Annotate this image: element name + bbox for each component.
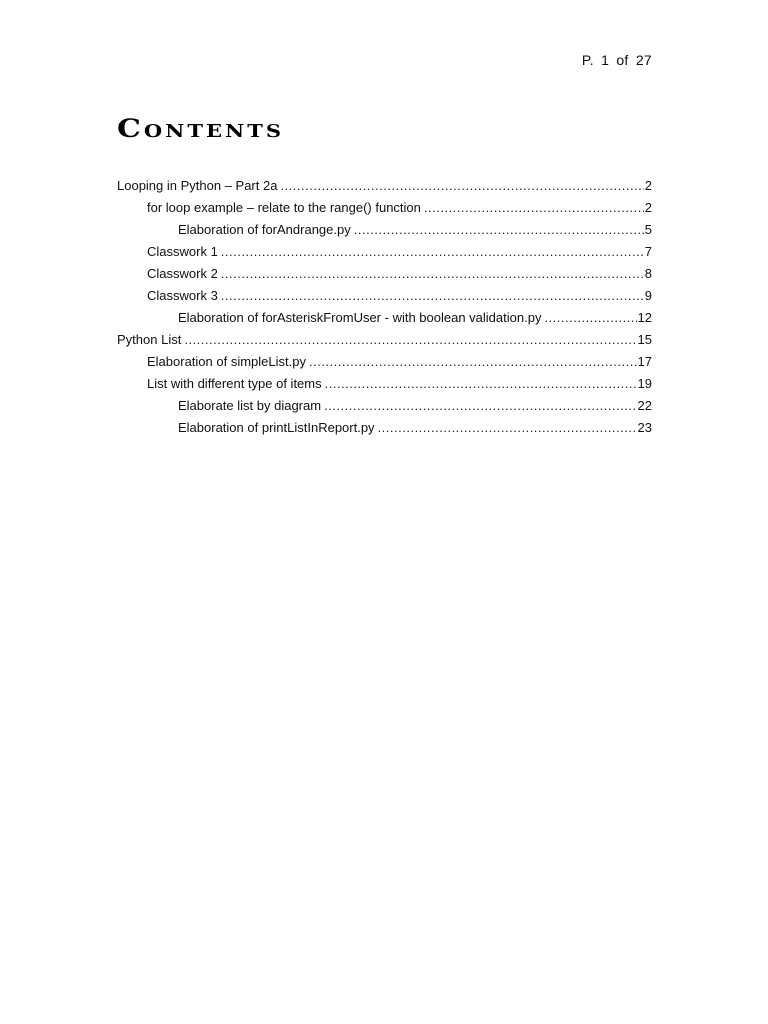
toc-entry-text: List with different type of items <box>147 376 322 391</box>
toc-dot-leader <box>221 241 644 263</box>
toc-entry-text: Elaboration of forAsteriskFromUser - with boolean validation.py <box>178 310 542 325</box>
toc-entry-page: 5 <box>644 222 652 237</box>
toc-entry-page: 23 <box>637 420 652 435</box>
toc-entry-page: 8 <box>644 266 652 281</box>
toc-dot-leader <box>544 307 636 329</box>
toc-dot-leader <box>354 219 644 241</box>
toc-entry-text: Classwork 2 <box>147 266 218 281</box>
toc-entry[interactable] <box>117 219 652 241</box>
toc-dot-leader <box>424 197 644 219</box>
toc-entry-page: 7 <box>644 244 652 259</box>
toc-entry-text: Elaboration of simpleList.py <box>147 354 306 369</box>
toc-entry-page: 9 <box>644 288 652 303</box>
toc-entry-text: Classwork 1 <box>147 244 218 259</box>
toc-dot-leader <box>221 285 644 307</box>
toc-entry-page: 17 <box>637 354 652 369</box>
toc-entry-page: 15 <box>637 332 652 347</box>
toc-entry[interactable] <box>117 307 652 329</box>
toc-entry[interactable] <box>117 351 652 373</box>
toc-entry-page: 2 <box>644 200 652 215</box>
table-of-contents <box>117 175 652 439</box>
toc-dot-leader <box>280 175 643 197</box>
toc-dot-leader <box>378 417 637 439</box>
toc-entry[interactable] <box>117 285 652 307</box>
toc-entry-page: 12 <box>637 310 652 325</box>
toc-entry-text: Classwork 3 <box>147 288 218 303</box>
toc-entry[interactable] <box>117 197 652 219</box>
toc-entry-text: Python List <box>117 332 182 347</box>
toc-dot-leader <box>325 373 637 395</box>
toc-entry-text: for loop example – relate to the range() function <box>147 200 421 215</box>
toc-dot-leader <box>221 263 644 285</box>
toc-entry[interactable] <box>117 241 652 263</box>
toc-title: Contents <box>117 114 284 144</box>
toc-entry-page: 22 <box>637 398 652 413</box>
toc-entry[interactable] <box>117 329 652 351</box>
toc-entry[interactable] <box>117 417 652 439</box>
toc-dot-leader <box>309 351 637 373</box>
toc-entry-page: 2 <box>644 178 652 193</box>
toc-entry-text: Elaboration of printListInReport.py <box>178 420 375 435</box>
toc-entry-text: Elaborate list by diagram <box>178 398 322 413</box>
page-number: P. 1 of 27 <box>581 52 652 68</box>
toc-entry-text: Elaboration of forAndrange.py <box>178 222 351 237</box>
toc-dot-leader <box>184 329 636 351</box>
toc-entry[interactable] <box>117 395 652 417</box>
toc-entry-page: 19 <box>637 376 652 391</box>
toc-dot-leader <box>324 395 636 417</box>
toc-entry[interactable] <box>117 175 652 197</box>
toc-entry-text: Looping in Python – Part 2a <box>117 178 278 193</box>
toc-entry[interactable] <box>117 263 652 285</box>
toc-entry[interactable] <box>117 373 652 395</box>
